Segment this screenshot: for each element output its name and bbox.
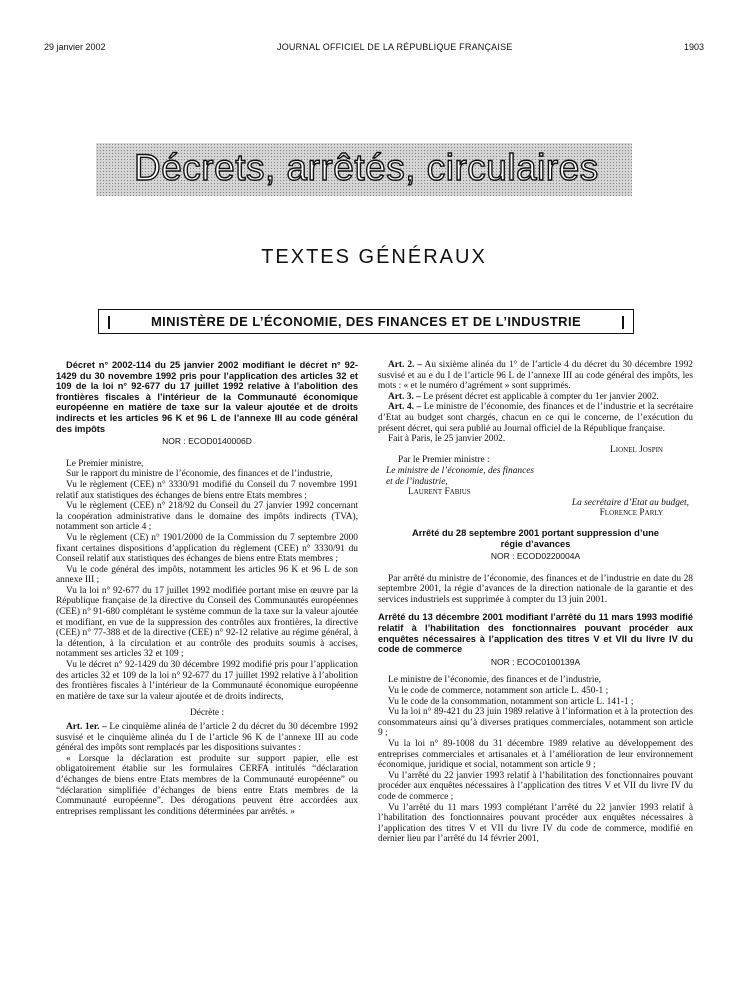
article-1 — [56, 722, 358, 754]
arrete1-title: Arrêté du 28 septembre 2001 portant suppression d’une régie d’avances — [412, 527, 659, 549]
decree-paragraph: Vu le décret n° 92-1429 du 30 décembre 1992 modifié pris pour l’application des articles 32 et 109 de la loi n° 92-677 du 17 juillet 1992 relative à l’abolition des frontières fiscales à l’intérieur de la Communauté économique européenne en matière de taxe sur la valeur ajoutée et de droits indirects, — [56, 660, 358, 702]
section-heading: TEXTES GÉNÉRAUX — [261, 246, 487, 268]
article-3-label: Art. 3. – — [388, 391, 421, 402]
par-line: Par le Premier ministre : — [398, 455, 490, 466]
arrete2-paragraph: Vu l’arrêté du 11 mars 1993 complétant l’arrêté du 22 janvier 1993 relatif à l’habilitation des fonctionnaires pouvant procéder aux enquêtes nécessaires à l’application des titres V et VII du livre IV du code de commerce, modifié en dernier lieu par l’arrêté du 14 février 2001, — [378, 802, 693, 845]
page-number: 1903 — [683, 42, 704, 52]
article-2 — [378, 360, 693, 392]
decree-paragraph: Vu la loi n° 92-677 du 17 juillet 1992 modifiée portant mise en œuvre par la République française de la directive du Conseil des Communautés européennes (CEE) n° 91-680 complétant le système commun de la taxe sur la valeur ajoutée et modifiant, en vue de la suppression des contrôles aux frontières, la directive (CEE) n° 77-388 et de la directive (CEE) n° 92-12 relative au régime général, à la détention, à la circulation et au contrôle des produits soumis à accises, notamment ses articles 32 et 109 ; — [56, 585, 358, 660]
arrete2-paragraph: Vu le code de commerce, notamment son article L. 450-1 ; — [388, 686, 609, 697]
decrete-label: Décrète : — [189, 708, 225, 719]
header-date: 29 janvier 2002 — [44, 42, 106, 52]
journal-title: JOURNAL OFFICIEL DE LA RÉPUBLIQUE FRANÇAISE — [277, 42, 513, 52]
article-4 — [378, 402, 693, 434]
article-1-quote: « Lorsque la déclaration est produite sur support papier, elle est obligatoirement établie sur les formulaires CERFA intitulés “déclaration d’échanges de biens entre Etats membres de la Communauté européenne” ou “déclaration simplifiée d’échanges de biens entre Etats membres de la Communauté européenne”. Des dérogations peuvent être accordées aux entreprises remplissant les conditions déterminées par arrêtés. » — [56, 753, 358, 817]
arrete1-nor: NOR : ECOD0220004A — [490, 551, 581, 562]
section-banner — [96, 143, 632, 196]
minister-role: Le ministre de l’économie, des finances et de l’industrie, — [386, 465, 535, 487]
decree-title: Décret n° 2002-114 du 25 janvier 2002 modifiant le décret n° 92-1429 du 30 novembre 1992 pris pour l’application des articles 32 et 109 de la loi n° 92-677 du 17 juillet 1992 relative à l’abolition des frontières fiscales à l’intérieur de la Communauté économique européenne en matière de taxe sur la valeur ajoutée et de droits indirects et les articles 96 K et 96 L de l’annexe III au code général des impôts — [56, 360, 358, 434]
arrete1-text: Par arrêté du ministre de l’économie, des finances et de l’industrie en date du 28 septembre 2001, la régie d’avances de la direction nationale de la garantie et des services industriels est supprimée à compter du 13 juin 2001. — [378, 573, 693, 605]
secretary-name: Florence Parly — [599, 508, 663, 519]
fait-line: Fait à Paris, le 25 janvier 2002. — [388, 434, 506, 445]
arrete2-title: Arrêté du 13 décembre 2001 modifiant l’arrêté du 11 mars 1993 modifié relatif à l’habilitation des fonctionnaires pouvant procéder aux enquêtes nécessaires à l’application des titres V et VII du livre IV du code de commerce — [378, 612, 693, 655]
article-2-label: Art. 2. – — [388, 360, 423, 370]
decree-paragraph: Le Premier ministre, — [66, 458, 144, 469]
decree-paragraph: Vu le règlement (CE) n° 1901/2000 de la Commission du 7 septembre 2000 fixant certaines dispositions d’application du règlement (CEE) n° 3330/91 du Conseil relatif aux statistiques des échanges de biens entre Etats membres ; — [56, 532, 358, 565]
decree-nor: NOR : ECOD0140006D — [162, 436, 252, 447]
arrete2-paragraph: Le ministre de l’économie, des finances et de l’industrie, — [388, 675, 601, 686]
left-column — [56, 360, 358, 817]
article-3 — [378, 392, 693, 403]
article-4-text: Le ministre de l’économie, des finances et de l’industrie et la secrétaire d’Etat au budget sont chargés, chacun en ce qui le concerne, de l’exécution du présent décret, qui sera publié au Journal officiel de la République française. — [378, 402, 693, 434]
minister-name: Laurent Fabius — [408, 487, 471, 498]
ministry-box — [98, 309, 634, 334]
arrete2-nor: NOR : ECOC0100139A — [490, 656, 581, 667]
decree-paragraph: Vu le code général des impôts, notamment les articles 96 K et 96 L de son annexe III ; — [56, 564, 358, 586]
right-column — [378, 360, 693, 845]
page-header — [44, 42, 704, 52]
decree-paragraph: Vu le règlement (CEE) n° 3330/91 modifié du Conseil du 7 novembre 1991 relatif aux statistiques des échanges de biens entre Etats membres ; — [56, 479, 358, 501]
article-1-label: Art. 1er. – — [66, 722, 107, 732]
article-2-text: Au sixième alinéa du 1° de l’article 4 du décret du 30 décembre 1992 susvisé et au e du I de l’article 96 L de l’annexe III au code général des impôts, les mots : « et le numéro d’agrément » sont supprimés. — [378, 360, 693, 392]
decree-paragraph: Vu le règlement (CEE) n° 218/92 du Conseil du 27 janvier 1992 concernant la coopération administrative dans le domaine des impôts indirects (TVA), notamment son article 4 ; — [56, 501, 358, 533]
decree-paragraph: Sur le rapport du ministre de l’économie, des finances et de l’industrie, — [66, 469, 333, 480]
arrete2-paragraph: Vu le code de la consommation, notamment son article L. 141-1 ; — [388, 696, 634, 707]
arrete2-paragraph: Vu l’arrêté du 22 janvier 1993 relatif à l’habilitation des fonctionnaires pouvant procéder aux enquêtes nécessaires à l’application des titres V et VII du livre IV du code de commerce ; — [378, 770, 693, 802]
article-4-label: Art. 4. – — [388, 402, 422, 413]
arrete2-paragraph: Vu la loi n° 89-421 du 23 juin 1989 relative à l’information et à la protection des consommateurs ainsi qu’à diverses pratiques commerciales, notamment son article 9 ; — [378, 707, 693, 739]
signer-prime-minister: Lionel Jospin — [610, 444, 663, 455]
secretary-role: La secrétaire d’Etat au budget, — [571, 497, 689, 508]
article-3-text: Le présent décret est applicable à compter du 1er janvier 2002. — [423, 391, 659, 402]
banner-title: Décrets, arrêtés, circulaires — [134, 147, 599, 188]
arrete2-paragraph: Vu la loi n° 89-1008 du 31 décembre 1989 relative au développement des entreprises commerciales et artisanales et à l’amélioration de leur environnement économique, juridique et social, notamment son article 9 ; — [378, 739, 693, 771]
article-1-text: Le cinquième alinéa de l’article 2 du décret du 30 décembre 1992 susvisé et le cinquième alinéa du I de l’article 96 K de l’annexe III au code général des impôts sont remplacés par les dispositions suivantes : — [56, 722, 359, 754]
ministry-title: MINISTÈRE DE L’ÉCONOMIE, DES FINANCES ET DE L’INDUSTRIE — [150, 314, 582, 329]
